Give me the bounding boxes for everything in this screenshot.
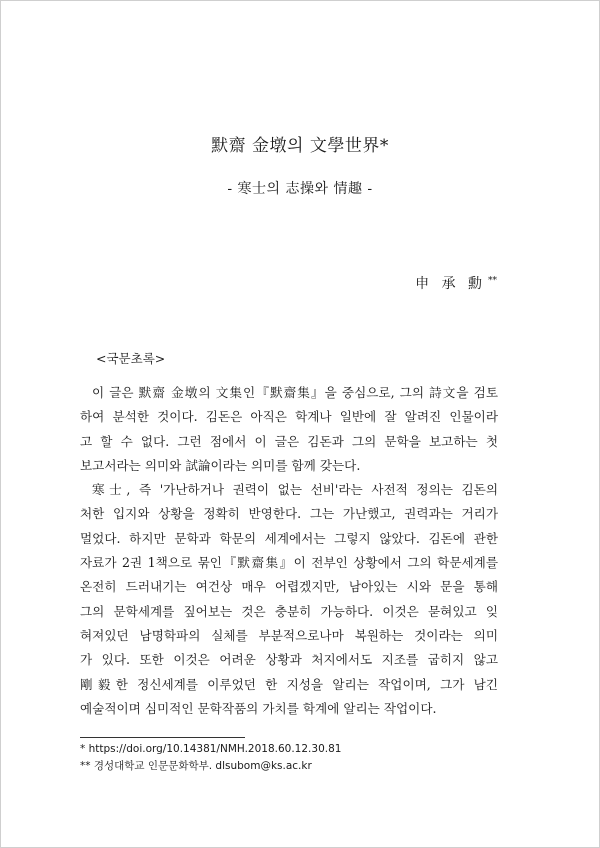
abstract-line: 그의 문학세계를 짚어보는 것은 충분히 가능하다. 이것은 묻혀있고 잊 [80,603,498,619]
abstract-line: 처한 입지와 상황을 정확히 반영한다. 그는 가난했고, 권력과는 거리가 [80,506,498,522]
abstract-line: 가 있다. 또한 이것은 어려운 상황과 처지에서도 지조를 굽히지 않고 [80,652,498,668]
abstract-line: 剛毅한 정신세계를 이루었던 한 지성을 알리는 작업이며, 그가 남긴 [80,676,498,692]
footnotes [80,741,341,774]
abstract-line: 하여 분석한 것이다. 김돈은 아직은 학계나 일반에 잘 알려진 인물이라 [80,409,498,425]
footnote-divider [80,737,245,738]
abstract-line: 예술적이며 심미적인 문학작품의 가치를 학계에 알리는 작업이다. [80,700,437,716]
author-line [415,273,497,293]
footnote-affiliation: ** 경성대학교 인문문화학부. dlsubom@ks.ac.kr [80,759,312,772]
paper-subtitle: - 寒士의 志操와 情趣 - [227,181,373,197]
abstract-line: 이 글은 默齋 金墩의 文集인『默齋集』을 중심으로, 그의 詩文을 검토 [92,385,498,400]
abstract-line: 혀져있던 남명학파의 실체를 부분적으로나마 복원하는 것이라는 의미 [80,627,498,643]
footnote-doi: * https://doi.org/10.14381/NMH.2018.60.12.30.81 [80,743,342,755]
author-name: 申 承 勳 [415,276,486,292]
abstract-line: 고 할 수 없다. 그런 점에서 이 글은 김돈과 그의 문학을 보고하는 첫 [80,433,498,449]
abstract-line: 온전히 드러내기는 여건상 매우 어렵겠지만, 남아있는 시와 문을 통해 [80,579,498,595]
author-footnote-mark: ** [488,276,497,286]
abstract-line: 보고서라는 의미와 試論이라는 의미를 함께 갖는다. [80,457,361,473]
paper-title: 默齋 金墩의 文學世界* [211,136,389,156]
abstract-body [80,381,498,721]
abstract-line: 寒士, 즉 '가난하거나 권력이 없는 선비'라는 사전적 정의는 김돈의 [92,482,498,498]
abstract-line: 멀었다. 하지만 문학과 학문의 세계에서는 그렇지 않았다. 김돈에 관한 [80,530,498,546]
abstract-label: <국문초록> [96,351,166,366]
abstract-line: 자료가 2권 1책으로 묶인『默齋集』이 전부인 상황에서 그의 학문세계를 [80,555,498,571]
